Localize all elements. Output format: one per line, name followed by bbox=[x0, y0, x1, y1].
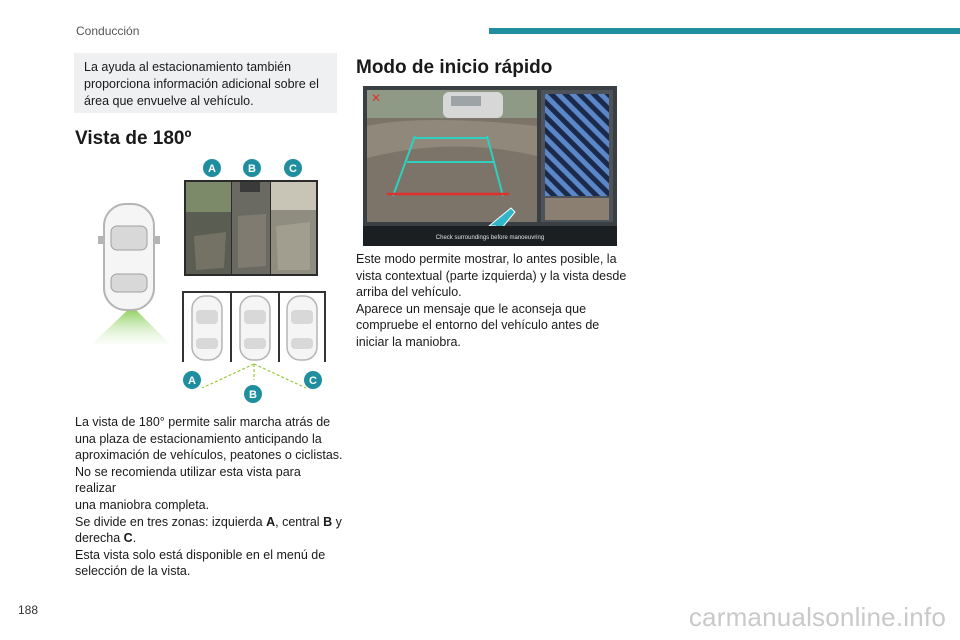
vista-180-description bbox=[75, 414, 345, 580]
section-title-modo-inicio: Modo de inicio rápido bbox=[356, 57, 553, 78]
zone-label: A bbox=[208, 163, 216, 175]
overhead-car-icon bbox=[98, 204, 160, 310]
zone-lines bbox=[202, 364, 306, 388]
page-number: 188 bbox=[18, 603, 39, 617]
text-line: Esta vista solo está disponible en el menú de bbox=[75, 547, 326, 562]
header-accent-bar bbox=[489, 28, 960, 34]
text-line: arriba del vehículo. bbox=[356, 285, 462, 300]
zone-label-c-bottom bbox=[304, 371, 322, 389]
zone-label-a-top bbox=[203, 159, 221, 177]
note-line: La ayuda al estacionamiento también bbox=[84, 60, 292, 74]
watermark: carmanualsonline.info bbox=[688, 602, 946, 632]
text-line: vista contextual (parte izquierda) y la vista desde bbox=[356, 268, 627, 283]
text-fragment: y bbox=[332, 514, 342, 529]
text-fragment: . bbox=[132, 531, 137, 546]
text-line: iniciar la maniobra. bbox=[356, 334, 461, 349]
screen-message: Check surroundings before manoeuvring bbox=[435, 235, 545, 241]
text-fragment: Se divide en tres zonas: izquierda bbox=[75, 514, 267, 529]
note-line: área que envuelve al vehículo. bbox=[84, 94, 254, 108]
contextual-rear-view bbox=[367, 90, 537, 236]
zone-label: B bbox=[248, 163, 256, 175]
quick-start-camera-screen bbox=[363, 86, 617, 246]
text-line: No se recomienda utilizar esta vista para realizar bbox=[75, 464, 301, 496]
zones-line-2 bbox=[75, 530, 345, 547]
text-line: Este modo permite mostrar, lo antes posible, la bbox=[356, 252, 617, 266]
note-box bbox=[74, 53, 337, 113]
zone-label: A bbox=[188, 375, 196, 387]
zones-line bbox=[75, 514, 345, 531]
text-line: aproximación de vehículos, peatones o ciclistas. bbox=[75, 448, 343, 463]
text-line: compruebe el entorno del vehículo antes de bbox=[356, 318, 600, 333]
text-fragment: , central bbox=[275, 514, 324, 529]
zone-b-bold: B bbox=[323, 514, 333, 529]
zone-c-bold: C bbox=[123, 531, 133, 546]
note-line: proporciona información adicional sobre el bbox=[84, 77, 319, 91]
zone-label: C bbox=[289, 163, 297, 175]
zone-label: C bbox=[309, 375, 317, 387]
parked-car-icon bbox=[287, 296, 317, 360]
zone-label-b-bottom bbox=[244, 385, 262, 403]
overhead-view bbox=[541, 90, 613, 222]
zone-label-b-top bbox=[243, 159, 261, 177]
vista-180-figure bbox=[84, 156, 334, 406]
parked-car-icon bbox=[192, 296, 222, 360]
text-line: una plaza de estacionamiento anticipando la bbox=[75, 431, 322, 446]
header-section-title: Conducción bbox=[76, 24, 140, 38]
text-line: Aparece un mensaje que le aconseja que bbox=[356, 301, 587, 316]
zone-label-c-top bbox=[284, 159, 302, 177]
section-title-vista-180: Vista de 180º bbox=[75, 128, 192, 149]
zone-a-bold: A bbox=[266, 514, 276, 529]
rear-camera-cone bbox=[92, 306, 170, 344]
camera-screen-three-zones bbox=[184, 180, 318, 276]
parked-car-icon bbox=[240, 296, 270, 360]
modo-description bbox=[356, 251, 628, 351]
text-line: selección de la vista. bbox=[75, 564, 191, 579]
zone-label: B bbox=[249, 389, 257, 401]
text-line: La vista de 180° permite salir marcha atrás de bbox=[75, 415, 331, 429]
text-fragment: derecha bbox=[75, 531, 124, 546]
zone-label-a-bottom bbox=[183, 371, 201, 389]
text-line: una maniobra completa. bbox=[75, 497, 210, 512]
close-view-icon[interactable]: ✕ bbox=[371, 91, 382, 105]
